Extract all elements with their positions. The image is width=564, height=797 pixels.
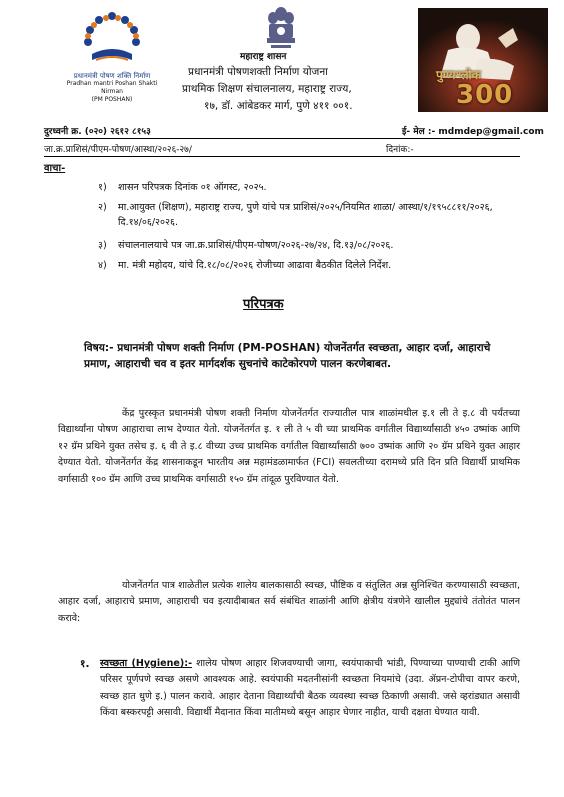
directorate-address: १७, डॉ. आंबेडकर मार्ग, पुणे ४११ ००१. [204,100,353,112]
reference-number: १) [98,182,107,193]
subject-line: विषय:- प्रधानमंत्री पोषण शक्ती निर्माण (PM-POSHAN) योजनेंतर्गत स्वच्छता, आहार दर्जा, आहाराचे प्रमाण, आहाराची चव व इतर मार्गदर्शक सुचनांचे काटेकोरपणे पालन करणेबाबत. [84,342,491,370]
point-hygiene [100,656,520,722]
reference-text: शासन परिपत्रक दिनांक ०१ ऑगस्ट, २०२५. [118,182,267,193]
reference-number: ४) [98,260,107,271]
paragraph-instructions: योजनेंतर्गत पात्र शाळेतील प्रत्येक शालेय बालकासाठी स्वच्छ, पौष्टिक व संतुलित अन्न सुनिश्चित करण्यासाठी स्वच्छता, आहार दर्जा, आहाराचे प्रमाण, आहाराची चव इत्यादीबाबत सर्व संबंधित शाळांनी आणि क्षेत्रीय यंत्रणेने खालील मुद्द्यांचे तंतोतंत पालन करावे: [58,580,520,624]
paragraph-intro: केंद्र पुरस्कृत प्रधानमंत्री पोषण शक्ती निर्माण योजनेंतर्गत राज्यातील पात्र शाळांमधील इ.१ ली ते इ.८ वी पर्यंतच्या विद्यार्थ्यांना पोषण आहाराचा लाभ देण्यात येतो. योजनेंतर्गत इ. १ ली ते ५ वी च्या प्राथमिक वर्गातील विद्यार्थ्यांसाठी ४५० उष्मांक आणि १२ ग्रॅम प्रथिने युक्त तसेच इ. ६ वी ते इ.८ वीच्या उच्च प्राथमिक वर्गातील विद्यार्थ्यांसाठी ७०० उष्मांक आणि २० ग्रॅम प्रथिने युक्त आहार देण्यात येतो. योजनेंतर्गत केंद्र शासनाकडून भारतीय अन्न महामंडळामार्फत (FCI) सवलतीच्या दरामध्ये प्रति दिन प्रति विद्यार्थी प्राथमिक वर्गासाठी १०० ग्रॅम आणि उच्च प्राथमिक वर्गासाठी १५० ग्रॅम तांदूळ पुरविण्यात येतो. [58,408,520,485]
point-number: १. [80,658,90,670]
reference-text: मा. मंत्री महोदय, यांचे दि.१८/०८/२०२६ रोजीच्या आढावा बैठकीत दिलेले निर्देश. [118,260,392,271]
state-emblem [263,4,299,52]
portrait-text: पुण्यश्लोक [436,68,481,82]
email-address: ई- मेल :- mdmdep@gmail.com [402,127,544,137]
reference-divider [44,156,520,157]
header-divider [44,138,520,139]
logo-devanagari-text: प्रधानमंत्री पोषण शक्ति निर्माण [73,72,151,80]
emblem-caption: महाराष्ट्र शासन [240,52,287,62]
letter-number: जा.क्र.प्राशिसं/पीएम-पोषण/आस्था/२०२६-२७/ [44,145,192,155]
pm-poshan-logo-icon [62,10,162,72]
scheme-name: प्रधानमंत्री पोषणशक्ती निर्माण योजना [188,66,328,78]
directorate-name: प्राथमिक शिक्षण संचालनालय, महाराष्ट्र राज्य, [182,83,352,95]
reference-text: संचालनालयाचे पत्र जा.क्र.प्राशिसं/पीएम-पोषण/२०२६-२७/२४, दि.१३/०८/२०२६. [118,240,394,251]
commemorative-portrait [418,8,548,112]
date-label: दिनांक:- [386,145,414,155]
reference-text: मा.आयुक्त (शिक्षण), महाराष्ट्र राज्य, पुणे यांचे पत्र प्राशिसं/२०२५/नियमित शाळा/ आस्था/१/१९५८८११/२०२६, दि.१४/०६/२०२६. [118,202,493,228]
pm-poshan-logo [62,10,162,103]
logo-abbr-text: (PM POSHAN) [91,96,133,103]
phone-number: दुरध्वनी क्र. (०२०) २६१२ ८१५३ [44,127,151,137]
reference-number: २) [98,202,107,213]
point-text: शालेय पोषण आहार शिजवण्याची जागा, स्वयंपाकाची भांडी, पिण्याच्या पाण्याची टाकी आणि परिसर पूर्णपणे स्वच्छ असणे आवश्यक आहे. स्वयंपाकी मदतनीसांनी स्वच्छता नियमांचे (उदा. ॲप्रन-टोपीचा वापर करणे, स्वच्छ हात धुणे इ.) पालन करावे. आहार देताना विद्यार्थ्यांची बैठक व्यवस्था स्वच्छ ठिकाणी असावी. जसे व्हरांड्यात असावी किंवा बस्करपट्टी असावी. विद्यार्थी मैदानात किंवा मातीमध्ये बसून आहार घेणार नाहीत, याची दक्षता घेण्यात यावी. [100,658,520,719]
logo-english-text: Pradhan mantri Poshan Shakti Nirman [66,80,158,95]
portrait-number: 300 [456,80,514,110]
references-heading: वाचा- [44,163,66,174]
point-heading: स्वच्छता (Hygiene):- [100,658,193,669]
reference-number: ३) [98,240,107,251]
document-title: परिपत्रक [243,297,284,312]
ashoka-emblem-icon [263,4,299,52]
